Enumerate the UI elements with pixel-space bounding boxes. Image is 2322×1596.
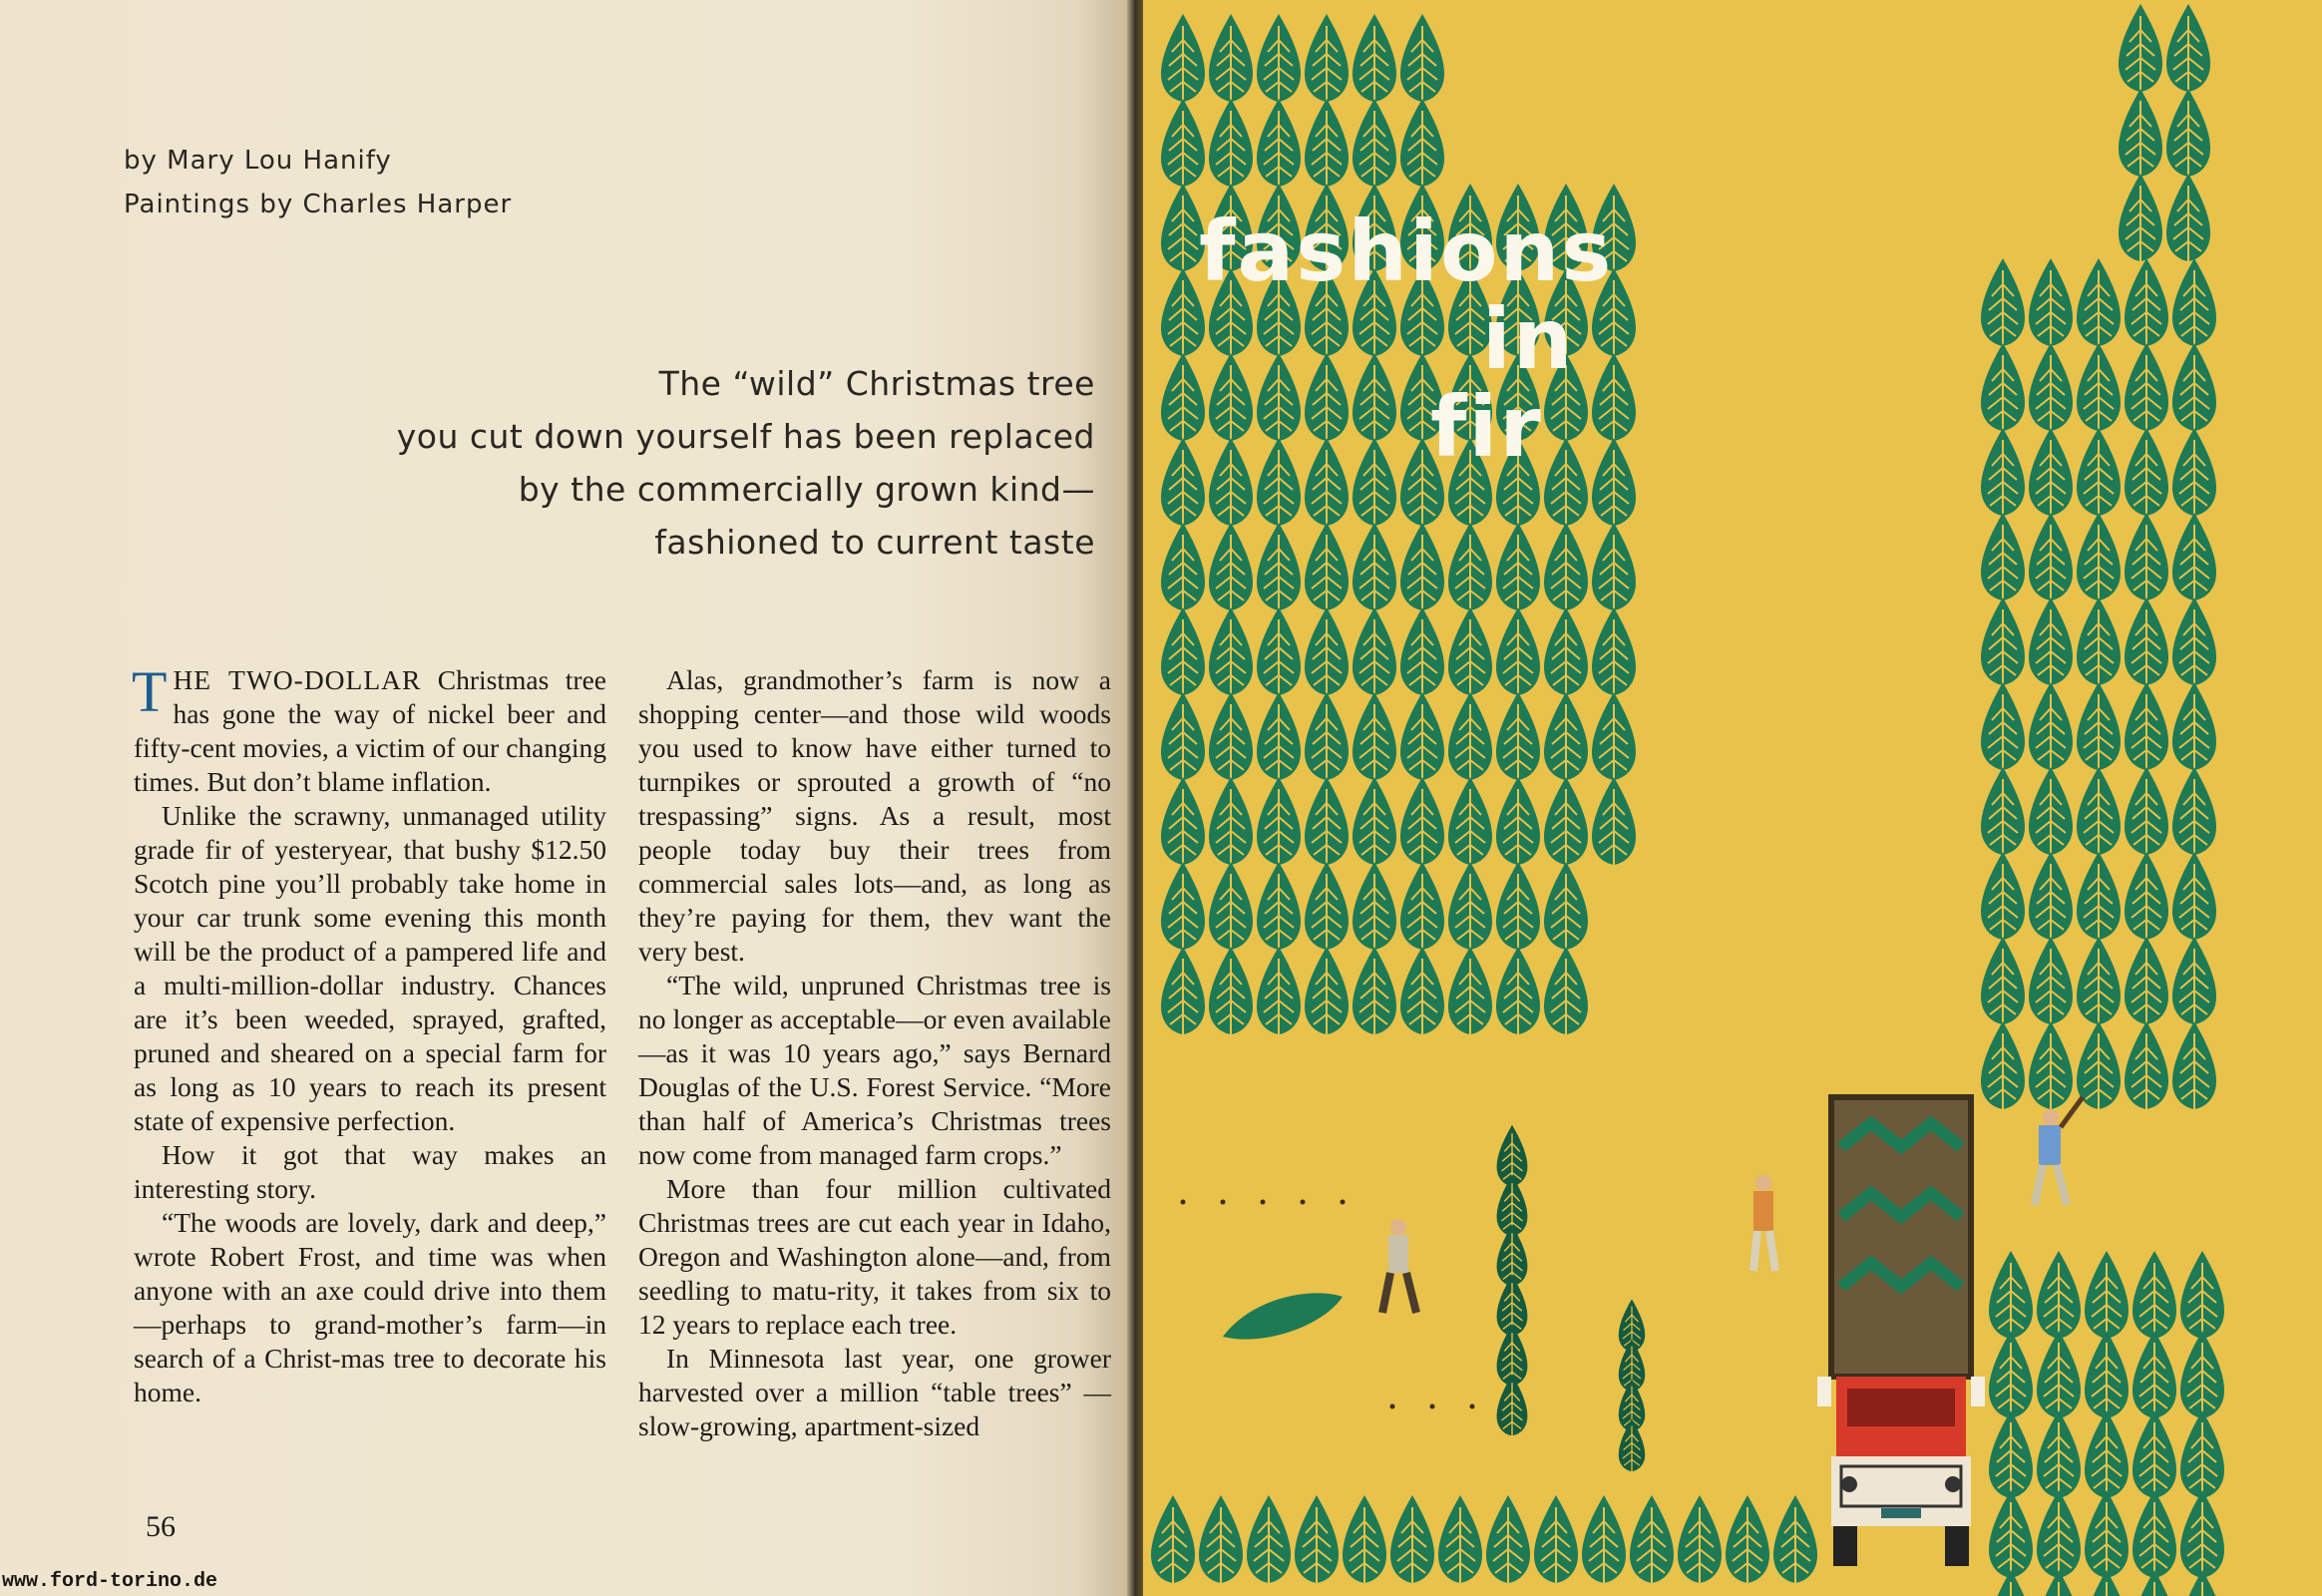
tree-icon [1161, 14, 1205, 110]
tree-icon [1161, 99, 1205, 195]
tree-icon [1544, 438, 1588, 534]
tree-icon [1534, 1495, 1578, 1591]
tree-icon [1496, 777, 1540, 873]
tree-icon [1486, 1495, 1530, 1591]
tree-icon [1497, 1375, 1528, 1441]
tree-icon [2029, 513, 2073, 608]
tree-icon [2077, 258, 2121, 354]
tree-icon [2125, 513, 2168, 608]
tree-icon [1448, 692, 1492, 788]
tree-icon [1353, 947, 1396, 1042]
body-paragraph: In Minnesota last year, one grower harvested over a million “table trees” —slow-growing, apartment-sized [638, 1343, 1111, 1441]
tree-icon [2029, 343, 2073, 439]
tree-icon [1400, 523, 1444, 618]
truck-icon [1817, 1097, 1985, 1566]
tree-icon [1448, 523, 1492, 618]
tree-icon [2172, 258, 2216, 354]
tree-icon [1981, 598, 2025, 693]
worker-icon [2035, 1097, 2083, 1205]
tree-icon [1161, 523, 1205, 618]
tree-icon [2029, 767, 2073, 863]
tree-icon [1448, 777, 1492, 873]
tree-icon [1390, 1495, 1434, 1591]
tree-icon [1592, 438, 1636, 534]
tree-icon [1400, 777, 1444, 873]
worker-icon [1753, 1175, 1775, 1271]
tree-icon [1353, 862, 1396, 958]
tree-icon [1209, 438, 1253, 534]
tree-icon [2119, 174, 2162, 269]
title-line: in [1482, 290, 1575, 388]
body-paragraph: How it got that way makes an interesting story. [134, 1139, 606, 1204]
tree-icon [2077, 682, 2121, 778]
tree-icon [1544, 692, 1588, 788]
tree-icon [1305, 523, 1349, 618]
deck-line: by the commercially grown kind— [518, 470, 1095, 509]
tree-icon [1209, 99, 1253, 195]
tree-icon [2077, 767, 2121, 863]
tree-icon [1257, 99, 1301, 195]
tree-icon [1989, 1570, 2033, 1596]
tree-icon [1353, 353, 1396, 449]
tree-icon [1438, 1495, 1482, 1591]
tree-icon [2077, 343, 2121, 439]
tree-icon [1209, 692, 1253, 788]
tree-icon [2172, 428, 2216, 524]
tree-icon [1257, 14, 1301, 110]
tree-icon [2172, 598, 2216, 693]
tree-icon [1496, 607, 1540, 703]
tree-icon [1981, 1021, 2025, 1117]
tree-icon [2037, 1570, 2081, 1596]
tree-icon [1257, 353, 1301, 449]
tree-icon [1353, 777, 1396, 873]
tree-icon [1257, 607, 1301, 703]
tree-icon [1257, 947, 1301, 1042]
tree-icon [2029, 682, 2073, 778]
tree-icon [1305, 14, 1349, 110]
tree-icon [1678, 1495, 1722, 1591]
tree-icon [1981, 513, 2025, 608]
tree-icon [2029, 937, 2073, 1032]
deck-line: you cut down yourself has been replaced [396, 417, 1095, 456]
tree-icon [1544, 947, 1588, 1042]
worker-icon [1223, 1219, 1416, 1340]
tree-icon [1400, 692, 1444, 788]
tree-icon [1257, 438, 1301, 534]
tree-icon [1981, 937, 2025, 1032]
tree-icon [1544, 523, 1588, 618]
tree-icon [2180, 1570, 2224, 1596]
article-column-1 [132, 659, 606, 1409]
tree-icon [2172, 343, 2216, 439]
tree-icon [1496, 947, 1540, 1042]
tree-icon [2077, 428, 2121, 524]
tree-icon [2125, 343, 2168, 439]
tree-icon [1353, 692, 1396, 788]
tree-icon [1305, 353, 1349, 449]
tree-icon [2172, 682, 2216, 778]
watermark: www.ford-torino.de [2, 1570, 218, 1593]
tree-icon [1353, 607, 1396, 703]
tree-icon [2125, 1021, 2168, 1117]
tree-icon [1209, 862, 1253, 958]
tree-icon [2125, 852, 2168, 948]
tree-icon [1981, 428, 2025, 524]
tree-icon [2029, 258, 2073, 354]
tree-icon [2172, 852, 2216, 948]
tree-icon [2172, 937, 2216, 1032]
tree-icon [1257, 523, 1301, 618]
left-page [0, 0, 1131, 1596]
tree-icon [1295, 1495, 1339, 1591]
tree-icon [1981, 767, 2025, 863]
tree-icon [2125, 258, 2168, 354]
tree-icon [1305, 438, 1349, 534]
tree-icon [1161, 607, 1205, 703]
tree-icon [1161, 353, 1205, 449]
tree-icon [1592, 523, 1636, 618]
tree-icon [1400, 947, 1444, 1042]
tree-icon [1496, 862, 1540, 958]
byline-artist: Paintings by Charles Harper [124, 190, 513, 219]
page-number: 56 [146, 1510, 176, 1543]
tree-icon [1592, 692, 1636, 788]
tree-icon [2119, 89, 2162, 185]
tree-icon [1400, 14, 1444, 110]
tree-icon [2077, 598, 2121, 693]
tree-icon [2166, 4, 2210, 100]
tree-icon [1544, 862, 1588, 958]
tree-icon [1544, 777, 1588, 873]
tree-icon [1257, 862, 1301, 958]
tree-icon [1257, 777, 1301, 873]
tree-icon [1981, 852, 2025, 948]
tree-icon [2029, 598, 2073, 693]
tree-icon [2077, 937, 2121, 1032]
tree-icon [1448, 862, 1492, 958]
lead-paragraph [132, 659, 606, 799]
tree-icon [1448, 947, 1492, 1042]
tree-icon [2029, 1021, 2073, 1117]
tree-icon [1161, 777, 1205, 873]
lead-text: Christmas tree has gone the way of nickel beer and fifty-cent movies, a victim of our changing times. But don’t blame inflation. [134, 664, 606, 797]
deck-line: The “wild” Christmas tree [658, 364, 1095, 403]
tree-icon [2077, 852, 2121, 948]
tree-icon [1981, 682, 2025, 778]
dropcap: T [132, 659, 168, 724]
tree-icon [1496, 692, 1540, 788]
tree-icon [2125, 428, 2168, 524]
tree-icon [1161, 862, 1205, 958]
tree-icon [1305, 99, 1349, 195]
tree-icon [2125, 937, 2168, 1032]
tree-icon [1353, 99, 1396, 195]
tree-icon [1209, 607, 1253, 703]
tree-icon [1496, 523, 1540, 618]
tree-icon [2166, 174, 2210, 269]
tree-icon [2125, 682, 2168, 778]
article-column-2 [638, 663, 1111, 1443]
tree-icon [2119, 4, 2162, 100]
tree-icon [1544, 607, 1588, 703]
deck-line: fashioned to current taste [654, 523, 1095, 562]
tree-icon [2125, 767, 2168, 863]
tree-icon [1353, 438, 1396, 534]
tree-icon [2172, 513, 2216, 608]
tree-icon [2077, 1021, 2121, 1117]
tree-icon [1630, 1495, 1674, 1591]
tree-icon [1305, 862, 1349, 958]
tree-icon [1448, 607, 1492, 703]
tree-icon [1619, 1418, 1645, 1476]
body-paragraph: “The woods are lovely, dark and deep,” wrote Robert Frost, and time was when anyone with an axe could drive into them—perhaps to grand-mother’s farm—in search of a Christ-mas tree to decorate his home. [134, 1207, 606, 1407]
tree-icon [1400, 862, 1444, 958]
byline-author: by Mary Lou Hanify [124, 146, 392, 176]
title-line: fir [1430, 378, 1543, 476]
tree-icon [1209, 523, 1253, 618]
body-paragraph: Unlike the scrawny, unmanaged utility grade fir of yesteryear, that bushy $12.50 Scotch pine you’ll probably take home in your car trunk some evening this month will be the product of a pampered life and a multi-million-dollar industry. Chances are it’s been weeded, sprayed, grafted, pruned and sheared on a special farm for as long as 10 years to reach its present state of expensive perfection. [134, 800, 606, 1136]
tree-icon [1209, 947, 1253, 1042]
tree-icon [1257, 692, 1301, 788]
tree-icon [1161, 947, 1205, 1042]
tree-icon [1305, 607, 1349, 703]
tree-icon [1400, 607, 1444, 703]
article-deck [138, 357, 1095, 569]
tree-icon [1151, 1495, 1195, 1591]
tree-icon [2132, 1570, 2176, 1596]
tree-icon [1592, 607, 1636, 703]
tree-icon [1305, 947, 1349, 1042]
tree-icon [1981, 258, 2025, 354]
tree-icon [1582, 1495, 1626, 1591]
tree-icon [2077, 513, 2121, 608]
tree-icon [2125, 598, 2168, 693]
body-paragraph: Alas, grandmother’s farm is now a shopping center—and those wild woods you used to know have either turned to turnpikes or sprouted a growth of “no trespassing” signs. As a result, most people today buy their trees from commercial sales lots—and, as long as they’re paying for them, thev want the very best. [638, 664, 1111, 967]
tree-icon [1592, 353, 1636, 449]
tree-icon [1161, 692, 1205, 788]
tree-icon [2166, 89, 2210, 185]
body-paragraph: “The wild, unpruned Christmas tree is no longer as acceptable—or even available—as it was 10 years ago,” says Bernard Douglas of the U.S. Forest Service. “More than half of America’s Christmas trees now come from managed farm crops.” [638, 970, 1111, 1170]
tree-icon [2085, 1570, 2128, 1596]
tree-icon [1199, 1495, 1243, 1591]
illustration-page [1143, 0, 2322, 1596]
tree-icon [1773, 1495, 1817, 1591]
tree-icon [1592, 777, 1636, 873]
tree-icon [1209, 777, 1253, 873]
tree-icon [1161, 438, 1205, 534]
tree-icon [1209, 14, 1253, 110]
tree-icon [2172, 767, 2216, 863]
tree-icon [1353, 14, 1396, 110]
tree-icon [1247, 1495, 1291, 1591]
tree-icon [2029, 428, 2073, 524]
tree-icon [1353, 523, 1396, 618]
tree-icon [1305, 692, 1349, 788]
tree-icon [1400, 99, 1444, 195]
tree-icon [1305, 777, 1349, 873]
body-paragraph: More than four million cultivated Christmas trees are cut each year in Idaho, Oregon and Washington alone—and, from seedling to matu-rity, it takes from six to 12 years to replace each tree. [638, 1173, 1111, 1340]
tree-icon [1726, 1495, 1769, 1591]
tree-icon [1343, 1495, 1386, 1591]
tree-icon [1981, 343, 2025, 439]
lead-smallcaps: HE TWO-DOLLAR [173, 664, 422, 695]
tree-icon [2029, 852, 2073, 948]
tree-icon [1209, 353, 1253, 449]
tree-icon [2172, 1021, 2216, 1117]
title-line: fashions [1199, 202, 1614, 300]
